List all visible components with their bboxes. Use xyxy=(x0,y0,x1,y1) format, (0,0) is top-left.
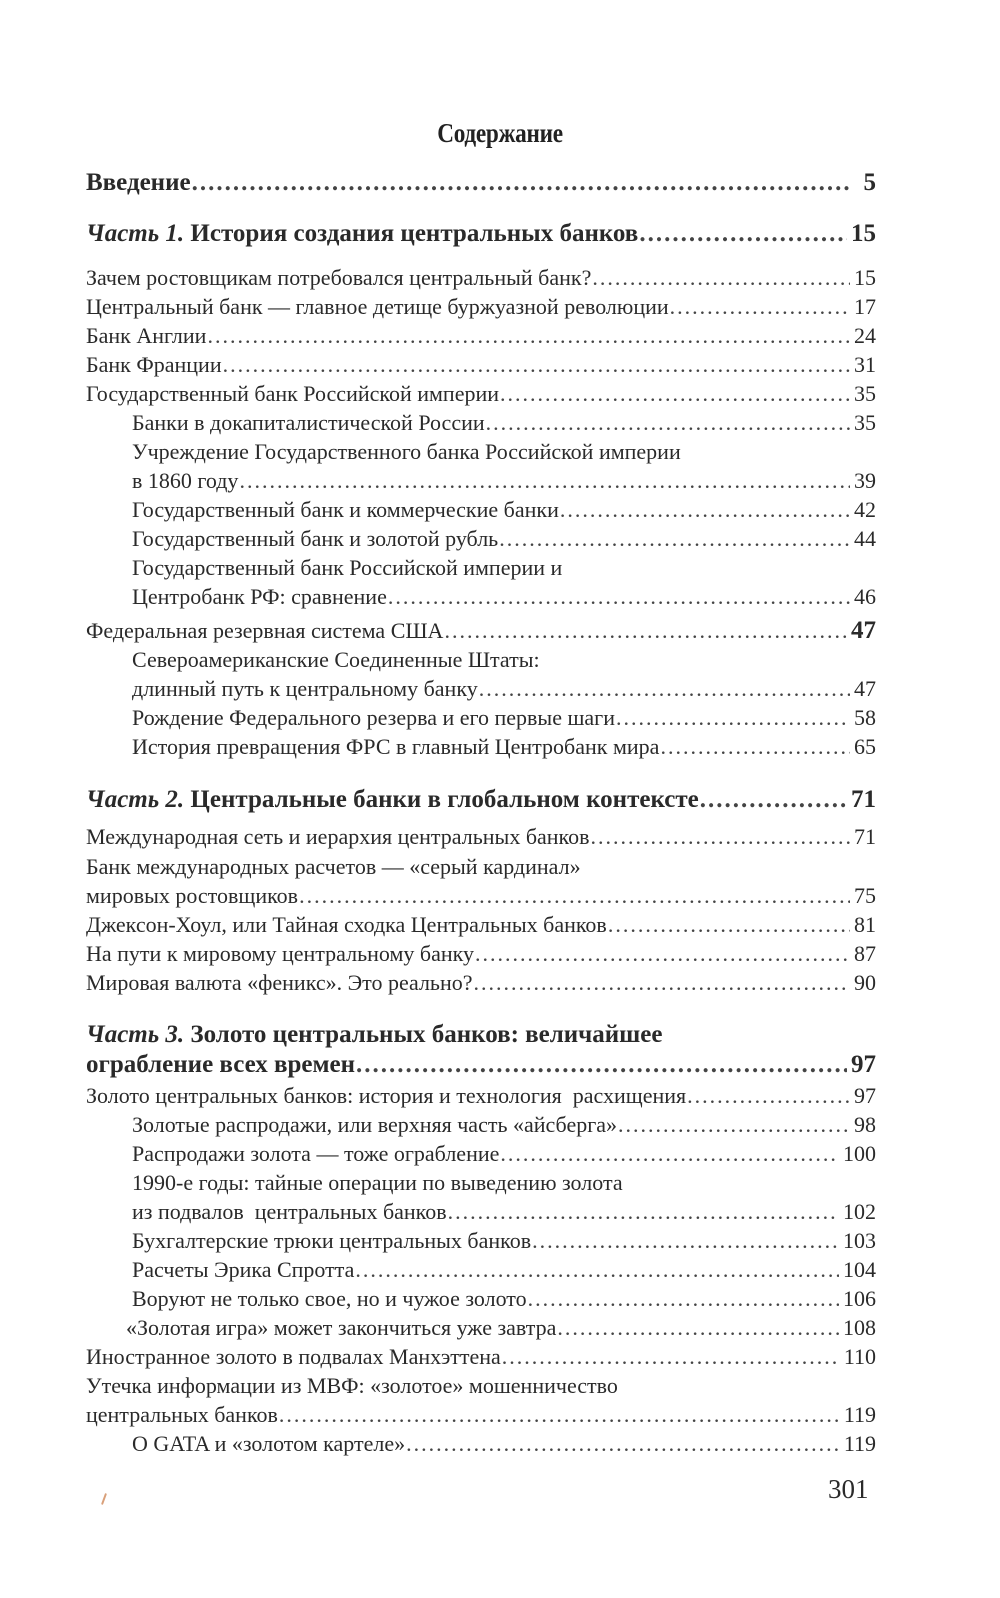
toc-entry-text: Джексон-Хоул, или Тайная сходка Центральных банков xyxy=(86,912,607,937)
toc-part-3-line1 xyxy=(86,1022,876,1047)
leader-dots xyxy=(687,1085,850,1107)
toc-page-number: 65 xyxy=(854,734,876,759)
toc-entry-text: Рождение Федерального резерва и его первые шаги xyxy=(132,705,615,730)
leader-dots xyxy=(616,707,850,729)
toc-subentry[interactable] xyxy=(132,736,876,758)
toc-entry[interactable] xyxy=(86,1346,876,1368)
toc-page-number: 97 xyxy=(854,1083,876,1108)
toc-entry-text: «Золотая игра» может закончиться уже завтра xyxy=(126,1315,557,1340)
toc-page-number: 47 xyxy=(854,676,876,701)
leader-dots xyxy=(406,1433,840,1455)
toc-entry-text: Золото центральных банков: история и технология расхищения xyxy=(86,1083,687,1108)
leader-dots xyxy=(299,885,850,907)
toc-page-number: 75 xyxy=(854,883,876,908)
toc-entry-text: Центральные банки в глобальном контексте xyxy=(184,786,699,813)
toc-page-number: 47 xyxy=(851,617,876,644)
toc-part-1[interactable] xyxy=(86,221,876,246)
toc-entry-text: 1990-е годы: тайные операции по выведению золота xyxy=(132,1170,623,1195)
leader-dots xyxy=(192,170,850,195)
toc-entry-text: Государственный банк и коммерческие банки xyxy=(132,497,559,522)
toc-page-number: 46 xyxy=(854,584,876,609)
toc-entry-text: Утечка информации из МВФ: «золотое» мошенничество xyxy=(86,1373,618,1398)
toc-entry-text: Банк международных расчетов — «серый кардинал» xyxy=(86,854,581,879)
toc-entry-text: Центробанк РФ: сравнение xyxy=(132,584,387,609)
leader-dots xyxy=(560,499,850,521)
toc-page-number: 87 xyxy=(854,941,876,966)
toc-entry-text: История создания центральных банков xyxy=(184,220,639,247)
toc-subentry[interactable] xyxy=(132,470,876,492)
toc-page-number: 71 xyxy=(854,824,876,849)
toc-subentry[interactable] xyxy=(132,1288,876,1310)
toc-page-number: 104 xyxy=(843,1257,876,1282)
leader-dots xyxy=(239,470,850,492)
toc-page-number: 71 xyxy=(851,786,876,813)
toc-subentry[interactable] xyxy=(132,528,876,550)
leader-dots xyxy=(532,1230,839,1252)
toc-page-number: 100 xyxy=(843,1141,876,1166)
toc-entry-text: Банки в докапиталистической России xyxy=(132,410,485,435)
leader-dots xyxy=(528,1288,839,1310)
page-number: 301 xyxy=(828,1474,869,1504)
leader-dots xyxy=(207,325,850,347)
toc-page-number: 31 xyxy=(854,352,876,377)
toc-entry-text: длинный путь к центральному банку xyxy=(132,676,478,701)
toc-entry-line1 xyxy=(86,856,876,878)
toc-page-number: 15 xyxy=(854,265,876,290)
toc-entry-text: Расчеты Эрика Спротта xyxy=(132,1257,355,1282)
toc-page-number: 110 xyxy=(843,1344,876,1369)
leader-dots xyxy=(670,296,850,318)
part-label: Часть 1. xyxy=(86,220,185,247)
toc-entry-text: Воруют не только свое, но и чужое золото xyxy=(132,1286,527,1311)
toc-page-number: 24 xyxy=(854,323,876,348)
toc-page-number: 35 xyxy=(854,381,876,406)
toc-entry[interactable] xyxy=(86,1404,876,1426)
leader-dots xyxy=(486,412,850,434)
toc-entry[interactable] xyxy=(86,296,876,318)
leader-dots xyxy=(608,914,850,936)
toc-entry-text: Учреждение Государственного банка Российской империи xyxy=(132,439,681,464)
toc-page-number: 119 xyxy=(843,1402,876,1427)
toc-entry-text: История превращения ФРС в главный Центробанк мира xyxy=(132,734,660,759)
toc-page-number: 17 xyxy=(854,294,876,319)
toc-page-number: 15 xyxy=(851,220,876,247)
toc-subentry[interactable] xyxy=(132,1201,876,1223)
toc-entry-text: О GATA и «золотом картеле» xyxy=(132,1431,406,1456)
leader-dots xyxy=(355,1259,839,1281)
toc-subentry[interactable] xyxy=(132,1143,876,1165)
leader-dots xyxy=(499,528,850,550)
toc-subentry[interactable] xyxy=(132,1259,876,1281)
toc-entry-line1 xyxy=(86,1375,876,1397)
toc-entry[interactable] xyxy=(86,267,876,289)
toc-entry-text: Североамериканские Соединенные Штаты: xyxy=(132,647,540,672)
toc-subentry[interactable] xyxy=(132,499,876,521)
toc-entry-text: Распродажи золота — тоже ограбление xyxy=(132,1141,500,1166)
toc-page-number: 58 xyxy=(854,705,876,730)
leader-dots xyxy=(388,586,850,608)
leader-dots xyxy=(356,1052,847,1077)
leader-dots xyxy=(700,787,847,812)
toc-subentry[interactable] xyxy=(132,707,876,729)
toc-entry-text: из подвалов центральных банков xyxy=(132,1199,447,1224)
part-label: Часть 3. xyxy=(86,1021,185,1048)
toc-subentry-line1 xyxy=(132,1172,876,1194)
toc-subentry[interactable] xyxy=(132,586,876,608)
toc-entry-text: Государственный банк Российской империи и xyxy=(132,555,563,580)
toc-entry-text: Мировая валюта «феникс». Это реально? xyxy=(86,970,473,995)
toc-subentry[interactable] xyxy=(126,1317,876,1339)
leader-dots xyxy=(502,1346,840,1368)
toc-page-number: 119 xyxy=(843,1431,876,1456)
toc-entry[interactable] xyxy=(86,885,876,907)
leader-dots xyxy=(500,383,850,405)
toc-entry[interactable] xyxy=(86,383,876,405)
leader-dots xyxy=(448,1201,839,1223)
toc-entry-text: в 1860 году xyxy=(132,468,239,493)
toc-page-number: 42 xyxy=(854,497,876,522)
toc-entry-text: Банк Франции xyxy=(86,352,222,377)
toc-page-number: 90 xyxy=(854,970,876,995)
toc-subentry[interactable] xyxy=(132,1114,876,1136)
toc-entry-introduction[interactable] xyxy=(86,170,876,195)
toc-entry[interactable] xyxy=(86,972,876,994)
toc-page-number: 81 xyxy=(854,912,876,937)
toc-entry-text: мировых ростовщиков xyxy=(86,883,299,908)
page-title: Содержание xyxy=(437,118,563,148)
toc-entry[interactable] xyxy=(86,1085,876,1107)
toc-subentry[interactable] xyxy=(132,678,876,700)
toc-entry-text: Государственный банк Российской империи xyxy=(86,381,500,406)
leader-dots xyxy=(660,736,850,758)
toc-page-number: 5 xyxy=(863,169,876,196)
toc-page-number: 98 xyxy=(854,1112,876,1137)
toc-entry[interactable] xyxy=(86,325,876,347)
leader-dots xyxy=(557,1317,839,1339)
leader-dots xyxy=(474,972,850,994)
leader-dots xyxy=(500,1143,839,1165)
part-label: Часть 2. xyxy=(86,786,185,813)
toc-page-number: 106 xyxy=(843,1286,876,1311)
toc-subentry-line1 xyxy=(132,649,876,671)
toc-subentry[interactable] xyxy=(132,412,876,434)
toc-part-3[interactable] xyxy=(86,1052,876,1077)
leader-dots xyxy=(223,354,850,376)
toc-page-number: 97 xyxy=(851,1051,876,1078)
toc-subentry-line1 xyxy=(132,441,876,463)
leader-dots xyxy=(592,267,850,289)
toc-entry-text: Бухгалтерские трюки центральных банков xyxy=(132,1228,532,1253)
toc-entry-text: Банк Англии xyxy=(86,323,207,348)
toc-part-2[interactable] xyxy=(86,787,876,812)
leader-dots xyxy=(479,678,850,700)
toc-entry-text: Золото центральных банков: величайшее xyxy=(184,1021,663,1048)
leader-dots xyxy=(591,826,850,848)
toc-entry-text: Зачем ростовщикам потребовался центральный банк? xyxy=(86,265,592,290)
toc-entry-text: На пути к мировому центральному банку xyxy=(86,941,474,966)
toc-subentry[interactable] xyxy=(132,1230,876,1252)
toc-page-number: 39 xyxy=(854,468,876,493)
toc-entry-text: Введение xyxy=(86,169,191,196)
toc-entry[interactable] xyxy=(86,943,876,965)
toc-entry-text: ограбление всех времен xyxy=(86,1051,355,1078)
toc-entry-text: Иностранное золото в подвалах Манхэттена xyxy=(86,1344,501,1369)
toc-entry-text: Государственный банк и золотой рубль xyxy=(132,526,499,551)
toc-entry-text: Федеральная резервная система США xyxy=(86,618,444,643)
leader-dots xyxy=(279,1404,840,1426)
toc-subentry[interactable] xyxy=(132,1433,876,1455)
toc-entry-text: Международная сеть и иерархия центральных банков xyxy=(86,824,590,849)
leader-dots xyxy=(475,943,850,965)
toc-page-number: 35 xyxy=(854,410,876,435)
toc-page-number: 44 xyxy=(854,526,876,551)
leader-dots xyxy=(639,221,847,246)
toc-entry[interactable] xyxy=(86,914,876,936)
pen-mark xyxy=(101,1493,107,1505)
toc-entry[interactable] xyxy=(86,826,876,848)
toc-page-number: 103 xyxy=(843,1228,876,1253)
toc-entry[interactable] xyxy=(86,618,876,643)
toc-page-number: 102 xyxy=(843,1199,876,1224)
toc-entry-text: Золотые распродажи, или верхняя часть «айсберга» xyxy=(132,1112,618,1137)
toc-entry[interactable] xyxy=(86,354,876,376)
leader-dots xyxy=(444,620,847,642)
toc-subentry-line1 xyxy=(132,557,876,579)
toc-entry-text: Центральный банк — главное детище буржуазной революции xyxy=(86,294,669,319)
toc-entry-text: центральных банков xyxy=(86,1402,278,1427)
toc-page-number: 108 xyxy=(843,1315,876,1340)
leader-dots xyxy=(618,1114,850,1136)
